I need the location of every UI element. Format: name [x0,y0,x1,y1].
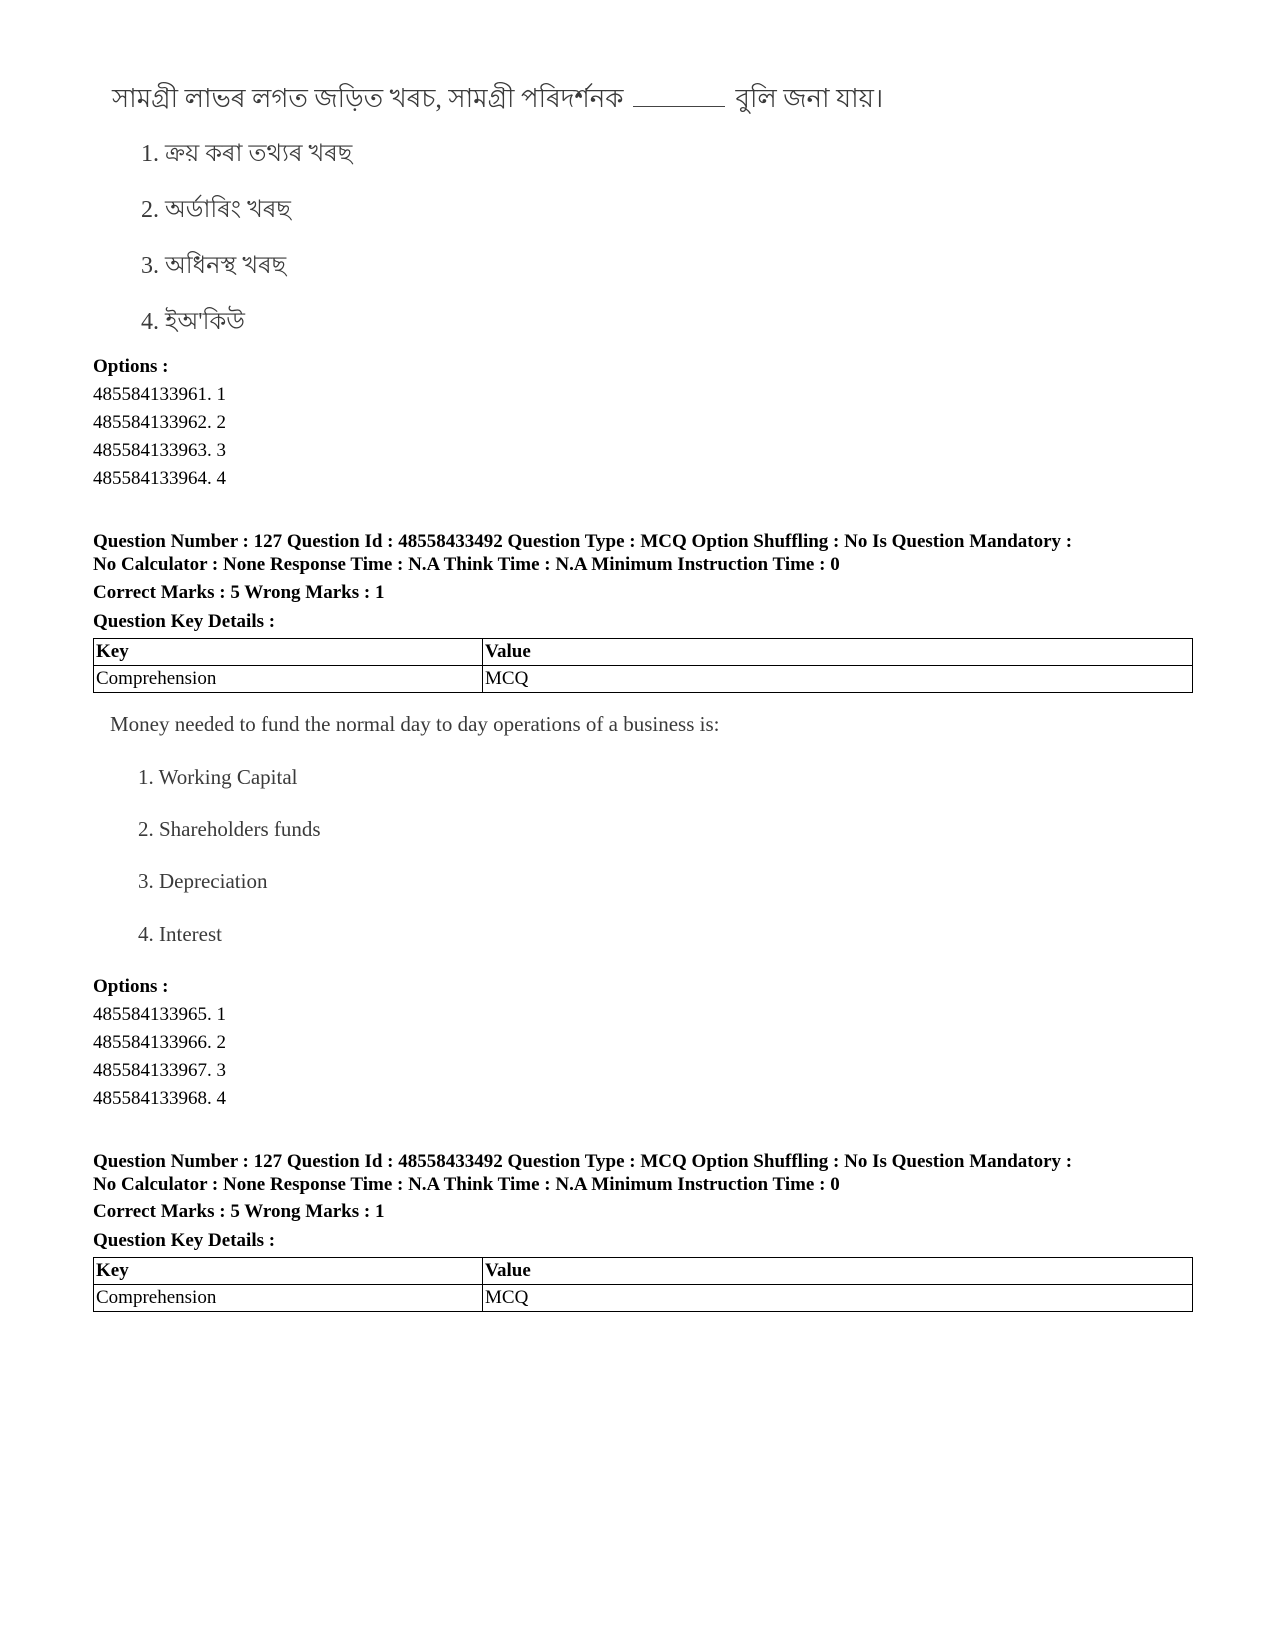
options-label: Options : [93,976,169,997]
question-1-choice: 2. অৰ্ডাৰিং খৰছ [141,197,291,223]
question-meta-line: No Calculator : None Response Time : N.A Think Time : N.A Minimum Instruction Time : 0 [93,554,840,575]
key-details-table [93,1257,1193,1312]
question-2-choice: 4. Interest [138,922,222,946]
question-meta [93,530,1193,576]
question-2-stem: Money needed to fund the normal day to day operations of a business is: [110,712,720,736]
option-item: 485584133962. 2 [93,412,226,433]
table-row [94,1285,1193,1312]
options-label: Options : [93,356,169,377]
option-item: 485584133967. 3 [93,1060,226,1081]
question-1-stem-after: বুলি জনা যায়। [735,84,884,113]
option-item: 485584133968. 4 [93,1088,226,1109]
table-cell: Comprehension [94,1285,483,1312]
key-details-table [93,638,1193,693]
table-header-row [94,639,1193,666]
table-cell: MCQ [483,1285,1193,1312]
table-header-cell: Key [94,1258,483,1285]
option-item: 485584133961. 1 [93,384,226,405]
question-meta-line: No Calculator : None Response Time : N.A Think Time : N.A Minimum Instruction Time : 0 [93,1174,840,1195]
question-1-stem [112,78,883,122]
question-2-choice: 3. Depreciation [138,869,268,893]
table-header-cell: Value [483,639,1193,666]
option-item: 485584133966. 2 [93,1032,226,1053]
table-cell: MCQ [483,666,1193,693]
table-header-cell: Value [483,1258,1193,1285]
key-details-label: Question Key Details : [93,611,276,632]
question-1-choice: 3. অধিনস্থ খৰছ [141,253,287,279]
table-row [94,666,1193,693]
marks-line: Correct Marks : 5 Wrong Marks : 1 [93,582,385,603]
option-item: 485584133964. 4 [93,468,226,489]
question-meta-line: Question Number : 127 Question Id : 48558433492 Question Type : MCQ Option Shuffling : No Is Question Mandatory : [93,531,1073,552]
question-meta [93,1150,1193,1196]
key-details-label: Question Key Details : [93,1230,276,1251]
answer-blank [633,86,725,107]
table-cell: Comprehension [94,666,483,693]
question-2-choice: 1. Working Capital [138,765,298,789]
question-meta-line: Question Number : 127 Question Id : 48558433492 Question Type : MCQ Option Shuffling : No Is Question Mandatory : [93,1151,1073,1172]
table-header-cell: Key [94,639,483,666]
question-1-choice: 1. ক্ৰয় কৰা তথ্যৰ খৰছ [141,141,353,167]
option-item: 485584133965. 1 [93,1004,226,1025]
table-header-row [94,1258,1193,1285]
question-2-choice: 2. Shareholders funds [138,817,321,841]
option-item: 485584133963. 3 [93,440,226,461]
marks-line: Correct Marks : 5 Wrong Marks : 1 [93,1201,385,1222]
question-1-stem-before: সামগ্ৰী লাভৰ লগত জড়িত খৰচ, সামগ্ৰী পৰিদৰ্শনক [112,84,624,113]
question-2-image [0,700,1275,950]
question-1-image [0,0,1275,340]
question-1-choice: 4. ইঅ'কিউ [141,309,245,335]
